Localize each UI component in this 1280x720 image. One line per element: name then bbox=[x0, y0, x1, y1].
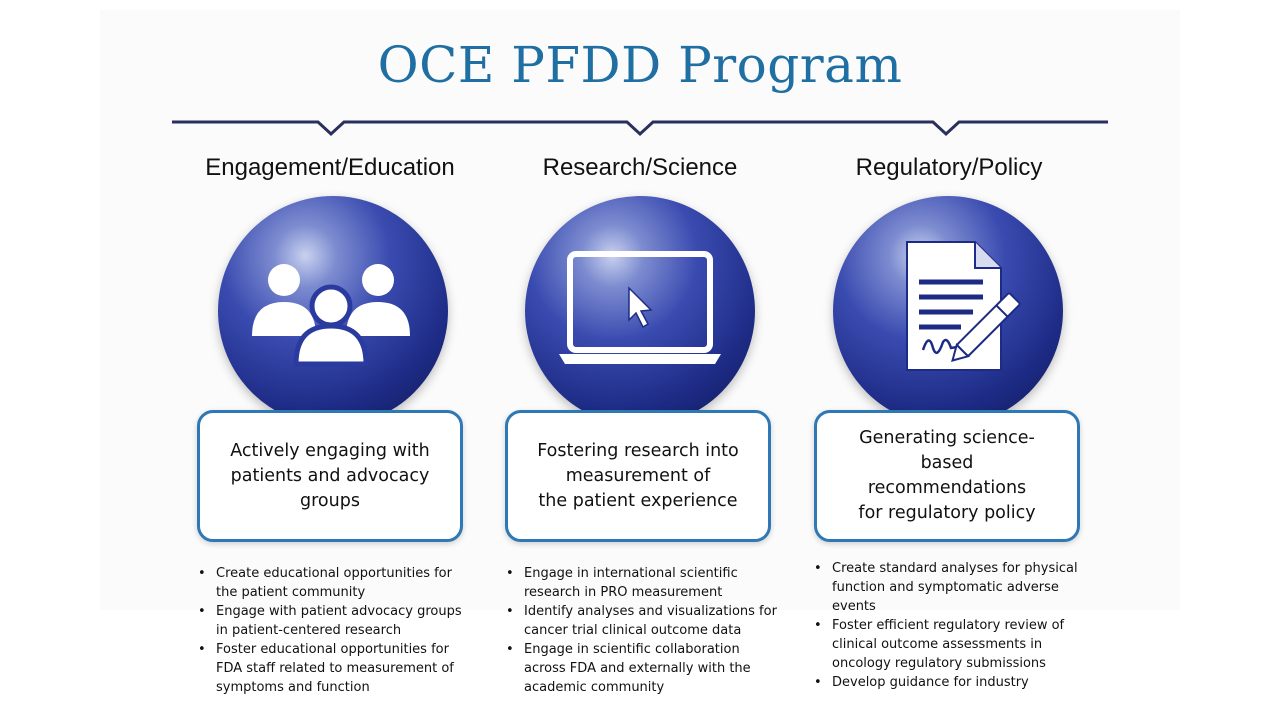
bullet-list-regulatory bbox=[814, 559, 1084, 692]
bullet-item: • Develop guidance for industry bbox=[814, 673, 1084, 692]
laptop-cursor-icon bbox=[525, 196, 755, 426]
people-group-icon bbox=[218, 196, 448, 426]
bullet-list-engagement bbox=[198, 564, 473, 697]
bullet-item: • Create standard analyses for physical function and symptomatic adverse events bbox=[814, 559, 1084, 616]
bullet-item: • Engage with patient advocacy groups in patient-centered research bbox=[198, 602, 473, 640]
bullet-item: • Engage in international scientific research in PRO measurement bbox=[506, 564, 781, 602]
bullet-item: • Engage in scientific collaboration across FDA and externally with the academic community bbox=[506, 640, 781, 697]
summary-box-research bbox=[505, 410, 771, 542]
branch-connector-line bbox=[0, 0, 1280, 150]
bullet-item: • Identify analyses and visualizations for cancer trial clinical outcome data bbox=[506, 602, 781, 640]
page-title: OCE PFDD Program bbox=[377, 36, 903, 94]
summary-text: Generating science-based recommendations for regulatory policy bbox=[858, 428, 1036, 523]
heading-regulatory-policy: Regulatory/Policy bbox=[855, 154, 1043, 181]
bullet-item: • Create educational opportunities for the patient community bbox=[198, 564, 473, 602]
summary-text: Actively engaging with patients and advocacy groups bbox=[230, 440, 430, 511]
summary-box-regulatory bbox=[814, 410, 1080, 542]
bullet-item: • Foster efficient regulatory review of clinical outcome assessments in oncology regulatory submissions bbox=[814, 616, 1084, 673]
document-signature-icon bbox=[833, 196, 1063, 426]
summary-text: Fostering research into measurement of the patient experience bbox=[537, 440, 739, 511]
heading-research-science: Research/Science bbox=[542, 154, 738, 181]
bullet-list-research bbox=[506, 564, 781, 697]
heading-engagement-education: Engagement/Education bbox=[205, 154, 455, 181]
summary-box-engagement bbox=[197, 410, 463, 542]
bullet-item: • Foster educational opportunities for FDA staff related to measurement of symptoms and function bbox=[198, 640, 473, 697]
